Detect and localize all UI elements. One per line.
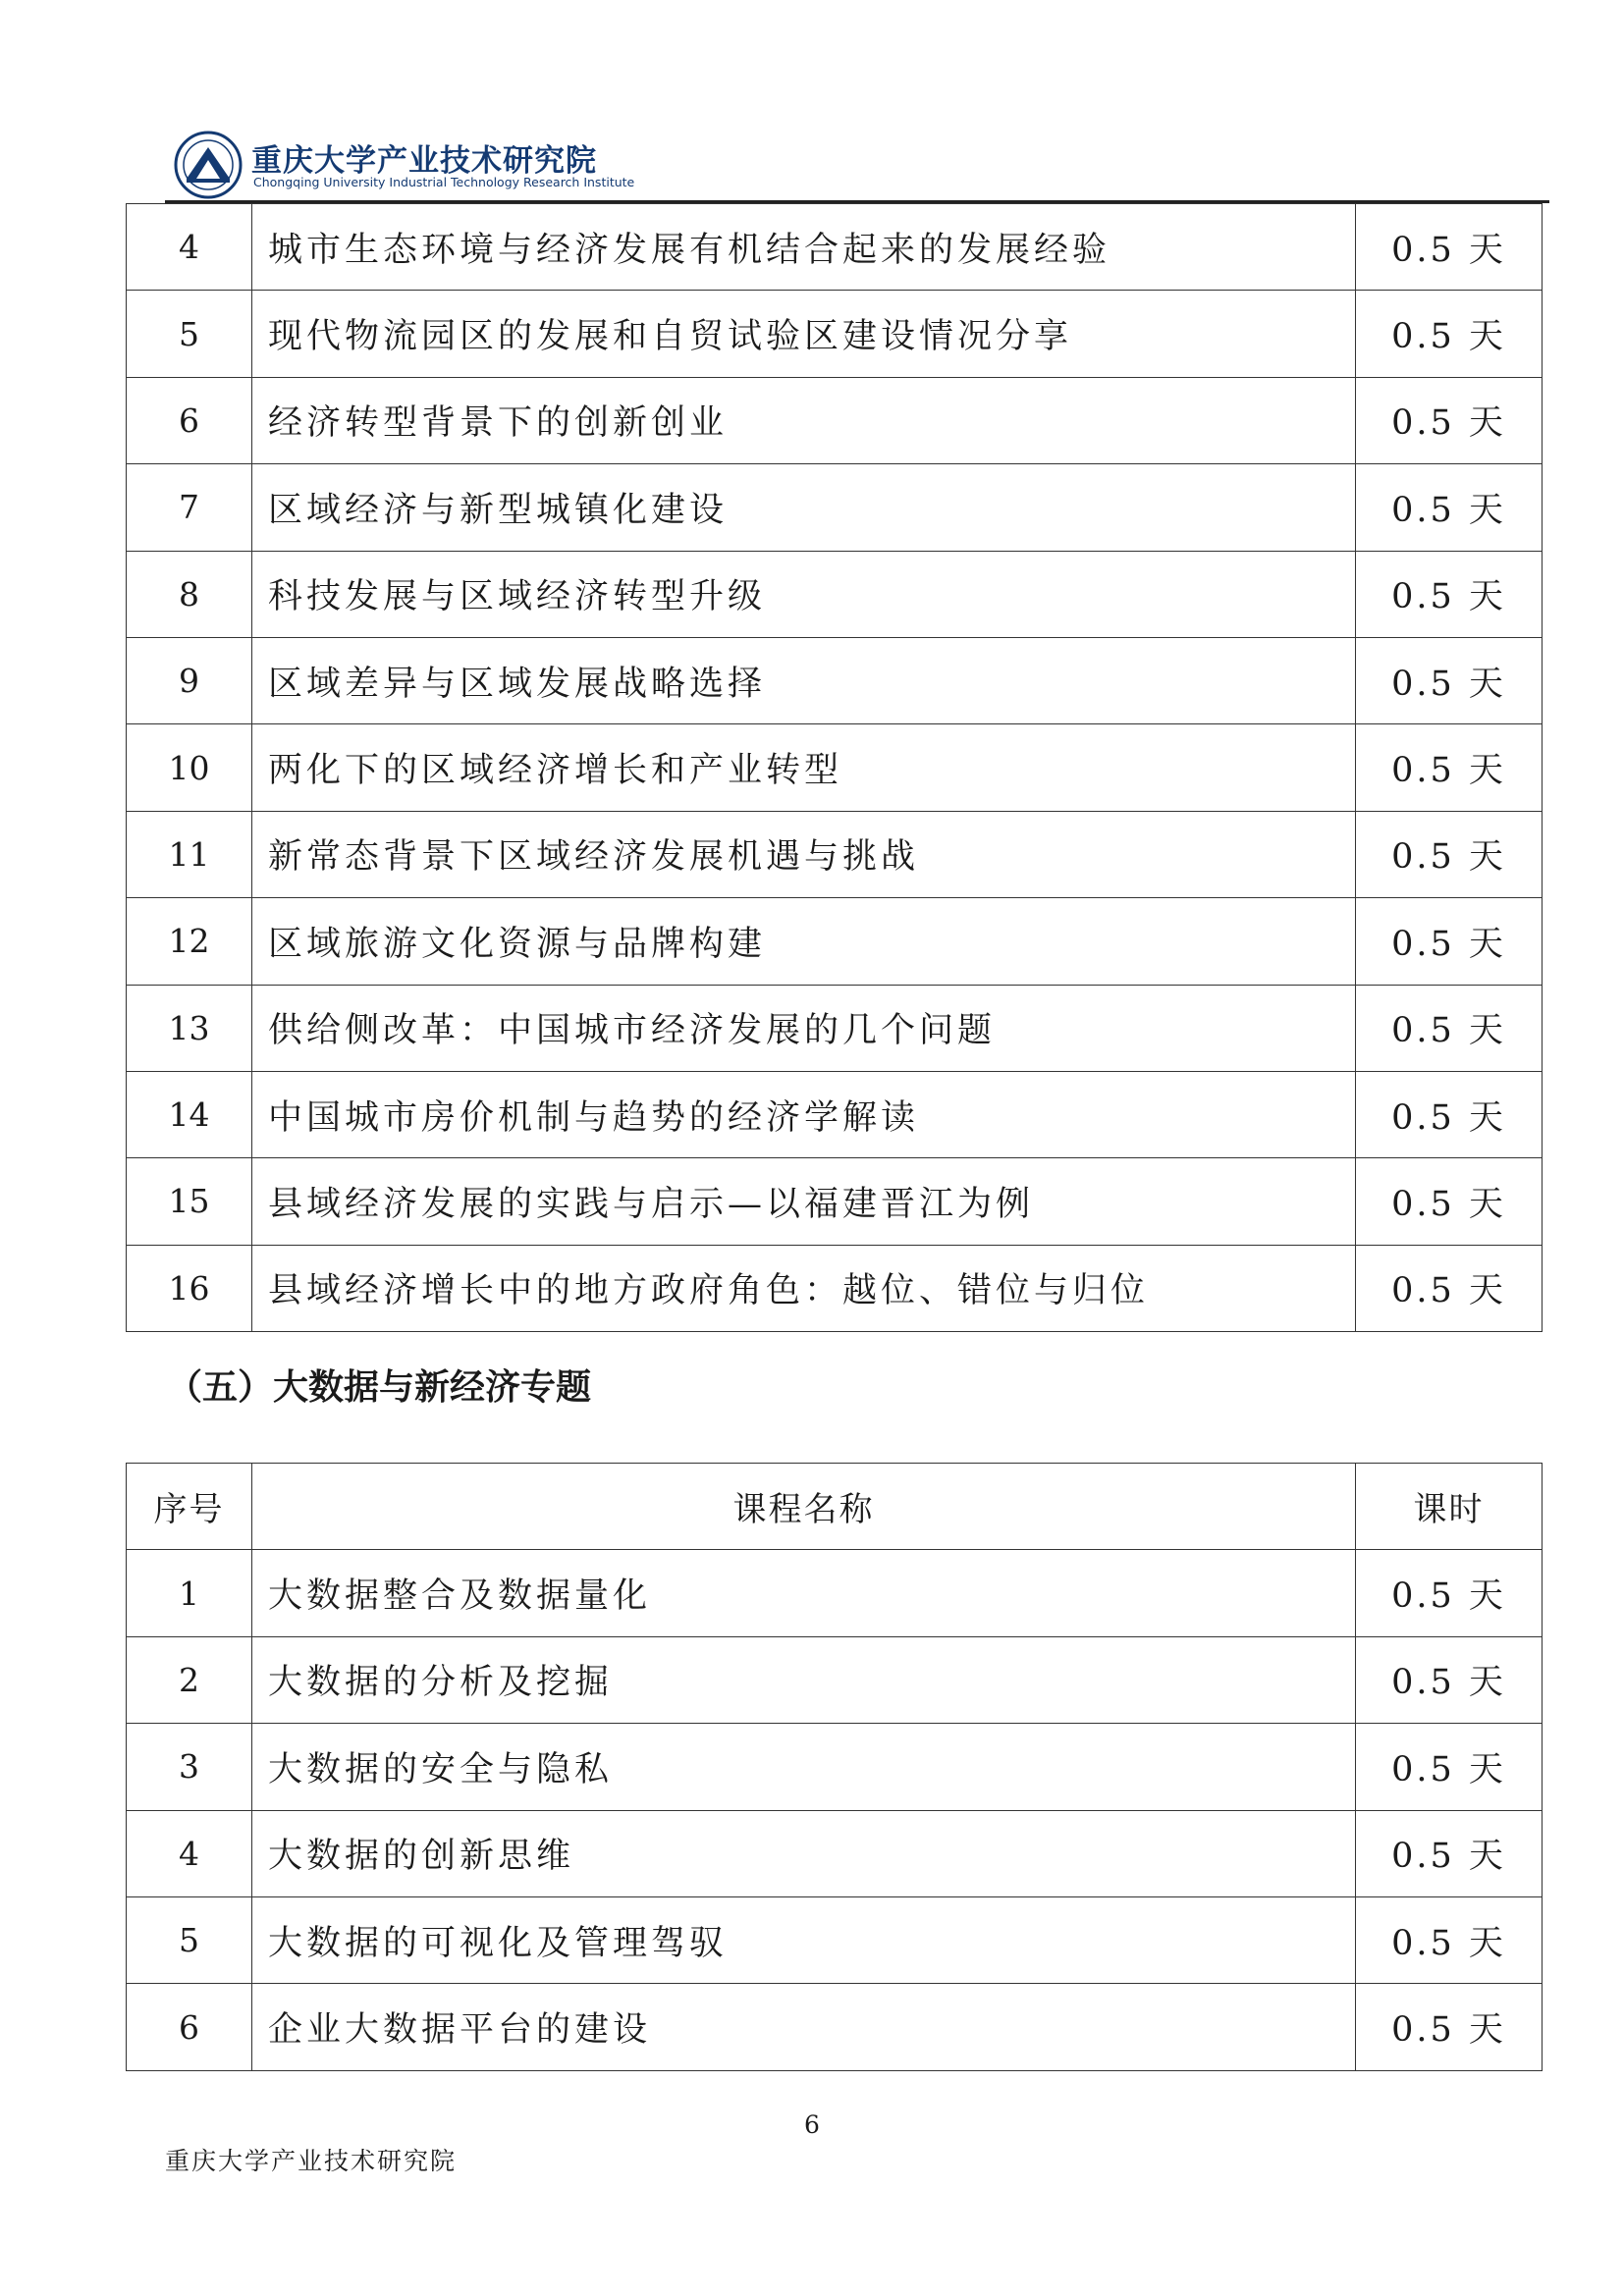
course-name: 新常态背景下区域经济发展机遇与挑战 (252, 811, 1356, 897)
course-name: 区域经济与新型城镇化建设 (252, 464, 1356, 551)
table-row (127, 1636, 1543, 1723)
table-row (127, 551, 1543, 637)
course-name: 大数据的安全与隐私 (252, 1724, 1356, 1810)
table-row (127, 1810, 1543, 1896)
table-row (127, 1550, 1543, 1636)
table-header-row (127, 1464, 1543, 1550)
header-duration: 课时 (1356, 1464, 1543, 1550)
course-name: 现代物流园区的发展和自贸试验区建设情况分享 (252, 291, 1356, 377)
row-index: 12 (127, 898, 252, 985)
course-duration: 0.5 天 (1356, 811, 1543, 897)
course-duration: 0.5 天 (1356, 1810, 1543, 1896)
row-index: 9 (127, 637, 252, 723)
org-name-cn: 重庆大学产业技术研究院 (251, 143, 597, 179)
row-index: 5 (127, 1896, 252, 1983)
row-index: 16 (127, 1245, 252, 1331)
course-duration: 0.5 天 (1356, 1245, 1543, 1331)
course-duration: 0.5 天 (1356, 1984, 1543, 2070)
course-duration: 0.5 天 (1356, 464, 1543, 551)
row-index: 10 (127, 724, 252, 811)
page-number: 6 (804, 2110, 820, 2139)
table-row (127, 637, 1543, 723)
course-name: 大数据的分析及挖掘 (252, 1636, 1356, 1723)
course-duration: 0.5 天 (1356, 1550, 1543, 1636)
table-row (127, 1896, 1543, 1983)
course-name: 大数据的可视化及管理驾驭 (252, 1896, 1356, 1983)
table-row (127, 1724, 1543, 1810)
table-row (127, 204, 1543, 291)
course-name: 供给侧改革：中国城市经济发展的几个问题 (252, 985, 1356, 1071)
row-index: 2 (127, 1636, 252, 1723)
course-name: 大数据的创新思维 (252, 1810, 1356, 1896)
section-title: （五）大数据与新经济专题 (167, 1367, 592, 1408)
table-row (127, 377, 1543, 463)
course-duration: 0.5 天 (1356, 898, 1543, 985)
course-name: 区域旅游文化资源与品牌构建 (252, 898, 1356, 985)
course-duration: 0.5 天 (1356, 291, 1543, 377)
course-duration: 0.5 天 (1356, 985, 1543, 1071)
course-name: 区域差异与区域发展战略选择 (252, 637, 1356, 723)
table-row (127, 1984, 1543, 2070)
course-name: 经济转型背景下的创新创业 (252, 377, 1356, 463)
table-row (127, 724, 1543, 811)
table-row (127, 1245, 1543, 1331)
row-index: 5 (127, 291, 252, 377)
table-row (127, 291, 1543, 377)
course-name: 大数据整合及数据量化 (252, 1550, 1356, 1636)
course-duration: 0.5 天 (1356, 1071, 1543, 1157)
course-duration: 0.5 天 (1356, 1158, 1543, 1245)
course-duration: 0.5 天 (1356, 377, 1543, 463)
course-duration: 0.5 天 (1356, 204, 1543, 291)
row-index: 6 (127, 377, 252, 463)
table-row (127, 1071, 1543, 1157)
footer-org-name: 重庆大学产业技术研究院 (165, 2147, 458, 2175)
course-duration: 0.5 天 (1356, 724, 1543, 811)
page-header (165, 124, 1549, 202)
row-index: 15 (127, 1158, 252, 1245)
table-row (127, 464, 1543, 551)
row-index: 14 (127, 1071, 252, 1157)
row-index: 4 (127, 1810, 252, 1896)
course-name: 县域经济发展的实践与启示—以福建晋江为例 (252, 1158, 1356, 1245)
course-duration: 0.5 天 (1356, 1724, 1543, 1810)
row-index: 6 (127, 1984, 252, 2070)
course-duration: 0.5 天 (1356, 1896, 1543, 1983)
row-index: 4 (127, 204, 252, 291)
course-name: 科技发展与区域经济转型升级 (252, 551, 1356, 637)
course-name: 县域经济增长中的地方政府角色：越位、错位与归位 (252, 1245, 1356, 1331)
header-index: 序号 (127, 1464, 252, 1550)
row-index: 3 (127, 1724, 252, 1810)
header-course-name: 课程名称 (252, 1464, 1356, 1550)
course-name: 两化下的区域经济增长和产业转型 (252, 724, 1356, 811)
course-name: 中国城市房价机制与趋势的经济学解读 (252, 1071, 1356, 1157)
course-duration: 0.5 天 (1356, 551, 1543, 637)
course-name: 城市生态环境与经济发展有机结合起来的发展经验 (252, 204, 1356, 291)
course-duration: 0.5 天 (1356, 1636, 1543, 1723)
course-name: 企业大数据平台的建设 (252, 1984, 1356, 2070)
org-name-en: Chongqing University Industrial Technology Research Institute (253, 175, 635, 189)
table-row (127, 1158, 1543, 1245)
row-index: 8 (127, 551, 252, 637)
row-index: 1 (127, 1550, 252, 1636)
table-row (127, 985, 1543, 1071)
row-index: 13 (127, 985, 252, 1071)
table-row (127, 811, 1543, 897)
course-table-continued (126, 203, 1543, 1332)
row-index: 7 (127, 464, 252, 551)
course-duration: 0.5 天 (1356, 637, 1543, 723)
course-table-big-data (126, 1463, 1543, 2071)
row-index: 11 (127, 811, 252, 897)
university-logo-icon (173, 130, 244, 200)
table-row (127, 898, 1543, 985)
